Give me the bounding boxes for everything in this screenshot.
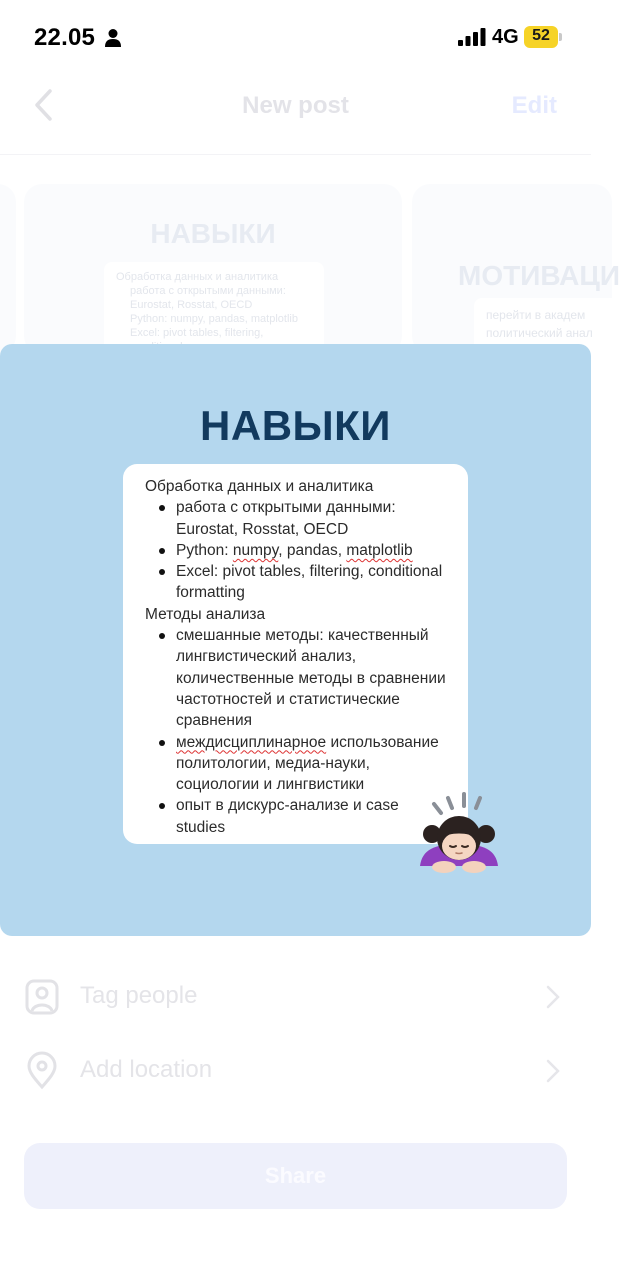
- network-type: 4G: [492, 26, 519, 48]
- tag-people-row[interactable]: [24, 966, 569, 1026]
- add-location-row[interactable]: [24, 1040, 569, 1100]
- carousel-card-title: МОТИВАЦИ: [458, 260, 620, 291]
- page-title: New post: [242, 92, 349, 119]
- section-list: [145, 497, 450, 603]
- carousel-card-body: Обработка данных и аналитика работа с открытыми данными: Eurostat, Rosstat, OECD Python: numpy, pandas, matplotlib Excel: pivot tables, filtering,: [104, 262, 324, 362]
- post-preview-overlay[interactable]: [0, 344, 591, 936]
- carousel-card-prev[interactable]: [0, 184, 16, 354]
- preview-content-card: [123, 464, 468, 844]
- list-item: Excel: pivot tables, filtering, conditional formatting: [176, 561, 450, 604]
- share-button-label: Share: [264, 1163, 327, 1188]
- status-time: 22.05: [34, 24, 96, 51]
- battery-level: 52: [532, 27, 550, 44]
- status-bar: [0, 0, 591, 76]
- person-icon: [104, 28, 122, 48]
- tag-people-label: Tag people: [80, 982, 198, 1009]
- list-item: междисциплинарное использование политологии, медиа-науки, социологии и лингвистики: [176, 732, 450, 796]
- person-bowing-emoji-icon: [414, 788, 504, 878]
- add-location-label: Add location: [80, 1056, 213, 1083]
- carousel-card-body: перейти в академ политический анал: [474, 298, 634, 358]
- chevron-right-icon: [545, 984, 561, 1010]
- tag-person-icon: [24, 978, 60, 1016]
- edit-button[interactable]: Edit: [511, 92, 557, 119]
- carousel-card-title: НАВЫКИ: [150, 218, 276, 249]
- list-item: Python: numpy, pandas, matplotlib: [176, 540, 450, 561]
- battery-icon: [524, 26, 562, 48]
- location-pin-icon: [24, 1052, 60, 1090]
- carousel-card-skills[interactable]: [24, 184, 402, 354]
- list-item: смешанные методы: качественный лингвистический анализ, количественные методы в сравнении частотностей и статистические сравнения: [176, 625, 450, 731]
- nav-divider: [0, 154, 591, 155]
- section-heading: Обработка данных и аналитика: [145, 478, 374, 495]
- cellular-signal-icon: [458, 28, 486, 46]
- list-item: работа с открытыми данными: Eurostat, Rosstat, OECD: [176, 497, 450, 540]
- section-list: [145, 625, 450, 838]
- preview-title: НАВЫКИ: [200, 402, 391, 449]
- list-item: опыт в дискурс-анализе и case studies: [176, 795, 450, 838]
- nav-bar: [0, 76, 591, 156]
- chevron-right-icon: [545, 1058, 561, 1084]
- carousel-card-motivation[interactable]: [412, 184, 620, 354]
- section-heading: Методы анализа: [145, 605, 266, 623]
- share-button[interactable]: [24, 1143, 567, 1209]
